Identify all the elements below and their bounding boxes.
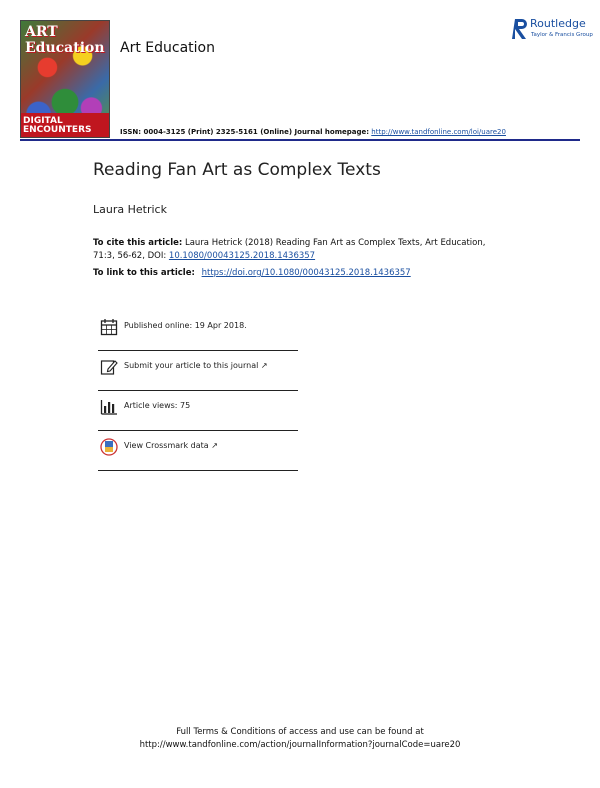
submit-article-link[interactable] <box>124 361 268 370</box>
article-doi-link[interactable]: https://doi.org/10.1080/00043125.2018.1436357 <box>201 268 411 278</box>
journal-cover-image <box>20 20 110 138</box>
footer-url-link[interactable]: http://www.tandfonline.com/action/journalInformation?journalCode=uare20 <box>139 740 461 750</box>
header-divider <box>20 139 580 141</box>
cover-band-text: DIGITAL ENCOUNTERS <box>23 116 92 135</box>
citation-block <box>93 237 503 263</box>
publisher-tagline: Taylor & Francis Group <box>531 32 593 38</box>
journal-homepage-link[interactable]: http://www.tandfonline.com/loi/uare20 <box>371 128 506 136</box>
cover-title: ART Education <box>25 24 105 56</box>
issn-label: ISSN: 0004-3125 (Print) 2325-5161 (Online) Journal homepage: <box>120 128 370 136</box>
calendar-icon <box>100 318 118 336</box>
published-date-text: Published online: 19 Apr 2018. <box>124 321 247 330</box>
article-title: Reading Fan Art as Complex Texts <box>93 160 381 180</box>
row-divider <box>98 350 298 351</box>
row-divider <box>98 470 298 471</box>
citation-doi-link[interactable]: 10.1080/00043125.2018.1436357 <box>168 251 316 261</box>
row-divider <box>98 430 298 431</box>
row-divider <box>98 390 298 391</box>
views-row <box>98 398 298 428</box>
bar-chart-icon <box>100 398 118 416</box>
issn-line <box>120 128 506 136</box>
external-link-icon: ↗ <box>260 361 268 370</box>
article-views-text: Article views: 75 <box>124 401 191 410</box>
footer-terms-text: Full Terms & Conditions of access and use can be found at <box>176 727 424 737</box>
article-author: Laura Hetrick <box>93 203 167 216</box>
external-link-icon: ↗ <box>211 441 218 450</box>
published-row <box>98 318 298 348</box>
edit-pencil-icon <box>100 358 118 376</box>
submit-row[interactable] <box>98 358 298 388</box>
article-link-block <box>93 268 411 278</box>
article-link-label: To link to this article: <box>93 268 195 278</box>
crossmark-link[interactable] <box>124 441 218 450</box>
journal-title: Art Education <box>120 40 215 56</box>
submit-article-text: Submit your article to this journal <box>124 361 259 370</box>
citation-label: To cite this article: <box>93 238 183 248</box>
publisher-name: Routledge <box>530 17 586 30</box>
crossmark-row[interactable] <box>98 438 298 468</box>
footer <box>0 726 600 752</box>
citation-text: Laura Hetrick (2018) Reading Fan Art as Complex Texts, Art Education, 71:3, 56-62, DOI: <box>93 238 486 261</box>
routledge-logo-icon <box>512 17 530 41</box>
crossmark-icon <box>100 438 118 456</box>
crossmark-text: View Crossmark data <box>124 441 209 450</box>
